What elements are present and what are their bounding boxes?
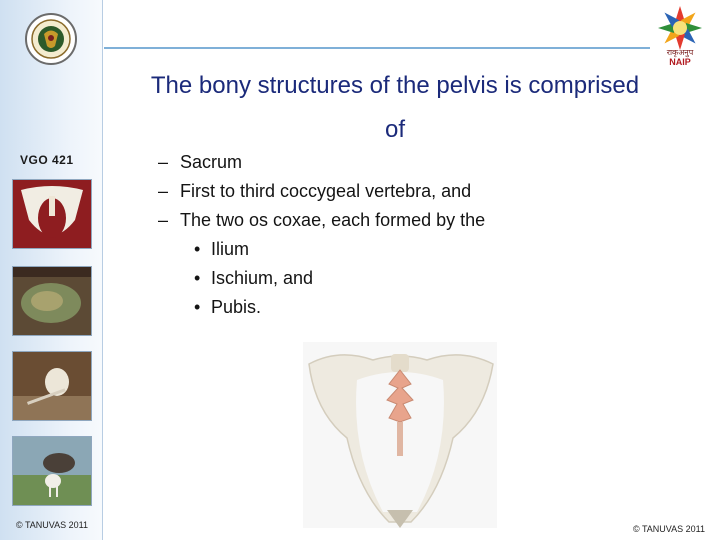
bullet-item: [158, 177, 678, 206]
pelvis-thumbnail-image: [12, 179, 92, 249]
bullet-text: Ilium: [211, 239, 250, 259]
cow-calf-thumbnail-image: [12, 436, 92, 506]
animal-skeleton-thumbnail-image: [12, 351, 92, 421]
course-code: VGO 421: [20, 153, 74, 167]
bullet-marker: •: [194, 239, 201, 259]
bullet-marker: –: [158, 210, 169, 230]
bullet-text: Sacrum: [180, 152, 243, 172]
bullet-text: The two os coxae, each formed by the: [180, 210, 486, 230]
dissection-thumbnail-image: [12, 266, 92, 336]
naip-devanagari-text: राकृअनुप: [666, 48, 694, 57]
copyright-left: © TANUVAS 2011: [16, 520, 88, 530]
bullet-marker: •: [194, 297, 201, 317]
sub-bullet-item: [158, 264, 678, 293]
bullet-item: [158, 148, 678, 177]
bullet-item: [158, 206, 678, 235]
sub-bullet-item: [158, 293, 678, 322]
bullet-marker: •: [194, 268, 201, 288]
copyright-right: © TANUVAS 2011: [633, 524, 705, 534]
naip-text: NAIP: [669, 57, 691, 67]
bullet-text: Ischium, and: [211, 268, 314, 288]
header-divider: [104, 47, 650, 49]
bullet-marker: –: [158, 181, 169, 201]
slide-title: The bony structures of the pelvis is comprised of: [150, 72, 640, 143]
bullet-text: First to third coccygeal vertebra, and: [180, 181, 472, 201]
bullet-marker: –: [158, 152, 169, 172]
tanuvas-emblem-icon: [24, 12, 78, 66]
sub-bullet-item: [158, 235, 678, 264]
naip-logo-icon: [647, 2, 713, 68]
bullet-text: Pubis.: [211, 297, 262, 317]
bullet-list: [158, 148, 678, 322]
sidebar: [0, 0, 103, 540]
pelvis-photo: [303, 342, 497, 528]
